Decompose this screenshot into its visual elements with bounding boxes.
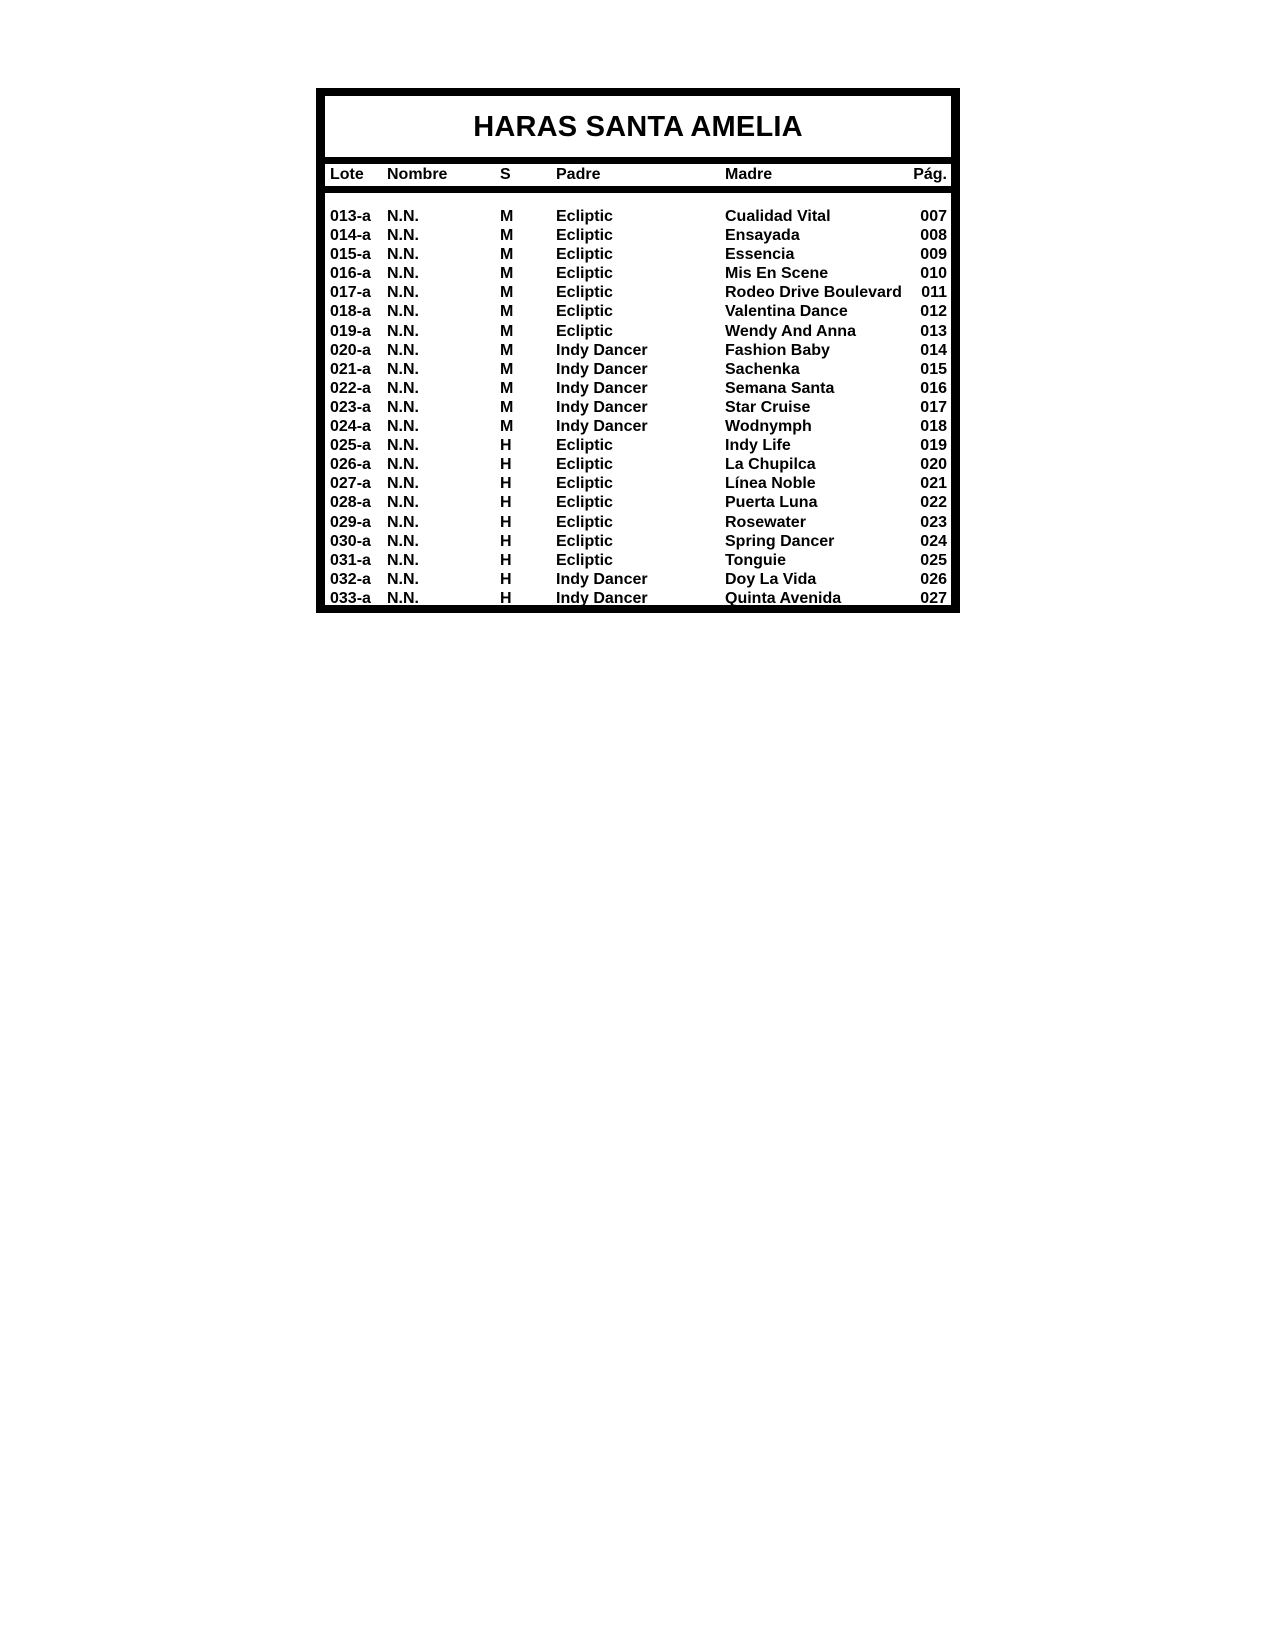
cell-nombre: N.N. bbox=[387, 494, 419, 512]
cell-madre: Semana Santa bbox=[725, 379, 835, 397]
cell-madre: Quinta Avenida bbox=[725, 589, 842, 607]
cell-padre: Ecliptic bbox=[556, 513, 613, 531]
cell-lote: 018-a bbox=[330, 303, 371, 321]
cell-pagina: 024 bbox=[920, 532, 947, 550]
cell-padre: Ecliptic bbox=[556, 551, 613, 569]
cell-padre: Indy Dancer bbox=[556, 418, 648, 436]
page-title: HARAS SANTA AMELIA bbox=[473, 111, 803, 143]
cell-padre: Ecliptic bbox=[556, 322, 613, 340]
header-pagina: Pág. bbox=[913, 166, 947, 183]
cell-padre: Ecliptic bbox=[556, 494, 613, 512]
table-row bbox=[325, 302, 951, 321]
cell-lote: 026-a bbox=[330, 456, 371, 474]
cell-sexo: M bbox=[500, 303, 514, 321]
cell-sexo: M bbox=[500, 398, 514, 416]
cell-sexo: H bbox=[500, 551, 512, 569]
cell-madre: Rodeo Drive Boulevard bbox=[725, 284, 902, 302]
cell-padre: Ecliptic bbox=[556, 303, 613, 321]
cell-nombre: N.N. bbox=[387, 532, 419, 550]
cell-pagina: 009 bbox=[920, 246, 947, 264]
cell-madre: Línea Noble bbox=[725, 475, 816, 493]
cell-sexo: M bbox=[500, 265, 514, 283]
cell-padre: Ecliptic bbox=[556, 437, 613, 455]
cell-lote: 020-a bbox=[330, 341, 371, 359]
cell-pagina: 021 bbox=[920, 475, 947, 493]
cell-lote: 021-a bbox=[330, 360, 371, 378]
cell-pagina: 012 bbox=[920, 303, 947, 321]
cell-padre: Indy Dancer bbox=[556, 379, 648, 397]
cell-lote: 033-a bbox=[330, 589, 371, 607]
table-row bbox=[325, 207, 951, 226]
table-row bbox=[325, 551, 951, 570]
header-sexo: S bbox=[500, 166, 511, 183]
title-area bbox=[325, 96, 951, 157]
cell-pagina: 013 bbox=[920, 322, 947, 340]
header-nombre: Nombre bbox=[387, 166, 448, 183]
cell-pagina: 017 bbox=[920, 398, 947, 416]
cell-sexo: M bbox=[500, 284, 514, 302]
cell-nombre: N.N. bbox=[387, 437, 419, 455]
cell-lote: 013-a bbox=[330, 208, 371, 225]
cell-madre: Puerta Luna bbox=[725, 494, 818, 512]
cell-nombre: N.N. bbox=[387, 360, 419, 378]
cell-pagina: 023 bbox=[920, 513, 947, 531]
cell-lote: 028-a bbox=[330, 494, 371, 512]
cell-nombre: N.N. bbox=[387, 341, 419, 359]
cell-nombre: N.N. bbox=[387, 227, 419, 245]
table-row bbox=[325, 341, 951, 360]
cell-sexo: M bbox=[500, 208, 514, 225]
cell-madre: Spring Dancer bbox=[725, 532, 835, 550]
cell-madre: Sachenka bbox=[725, 360, 800, 378]
table-row bbox=[325, 283, 951, 302]
table-row bbox=[325, 398, 951, 417]
title-divider bbox=[325, 157, 951, 164]
cell-padre: Indy Dancer bbox=[556, 341, 648, 359]
header-divider bbox=[325, 186, 951, 193]
table-row bbox=[325, 570, 951, 589]
cell-nombre: N.N. bbox=[387, 322, 419, 340]
table-row bbox=[325, 245, 951, 264]
cell-sexo: H bbox=[500, 532, 512, 550]
catalog-index-box bbox=[316, 88, 960, 613]
table-row bbox=[325, 532, 951, 551]
table-row bbox=[325, 493, 951, 512]
cell-padre: Ecliptic bbox=[556, 284, 613, 302]
cell-sexo: H bbox=[500, 570, 512, 588]
cell-madre: Tonguie bbox=[725, 551, 787, 569]
cell-madre: Star Cruise bbox=[725, 398, 811, 416]
table-row bbox=[325, 322, 951, 341]
cell-lote: 023-a bbox=[330, 398, 371, 416]
cell-lote: 027-a bbox=[330, 475, 371, 493]
cell-sexo: M bbox=[500, 360, 514, 378]
cell-pagina: 016 bbox=[920, 379, 947, 397]
cell-padre: Ecliptic bbox=[556, 208, 613, 225]
cell-sexo: M bbox=[500, 246, 514, 264]
cell-sexo: M bbox=[500, 418, 514, 436]
table-row bbox=[325, 360, 951, 379]
table-body bbox=[325, 193, 951, 608]
cell-padre: Indy Dancer bbox=[556, 570, 648, 588]
cell-pagina: 027 bbox=[920, 589, 947, 607]
cell-nombre: N.N. bbox=[387, 398, 419, 416]
cell-lote: 025-a bbox=[330, 437, 371, 455]
header-madre: Madre bbox=[725, 166, 773, 183]
cell-lote: 029-a bbox=[330, 513, 371, 531]
cell-nombre: N.N. bbox=[387, 589, 419, 607]
cell-nombre: N.N. bbox=[387, 418, 419, 436]
cell-lote: 015-a bbox=[330, 246, 371, 264]
cell-madre: Wendy And Anna bbox=[725, 322, 856, 340]
table-row bbox=[325, 474, 951, 493]
cell-pagina: 026 bbox=[920, 570, 947, 588]
cell-pagina: 019 bbox=[920, 437, 947, 455]
cell-padre: Ecliptic bbox=[556, 246, 613, 264]
cell-sexo: H bbox=[500, 456, 512, 474]
cell-pagina: 008 bbox=[920, 227, 947, 245]
cell-lote: 032-a bbox=[330, 570, 371, 588]
cell-padre: Indy Dancer bbox=[556, 360, 648, 378]
cell-lote: 024-a bbox=[330, 418, 371, 436]
cell-pagina: 014 bbox=[920, 341, 947, 359]
cell-nombre: N.N. bbox=[387, 475, 419, 493]
table-row bbox=[325, 589, 951, 608]
cell-sexo: H bbox=[500, 475, 512, 493]
table-row bbox=[325, 264, 951, 283]
cell-pagina: 015 bbox=[920, 360, 947, 378]
cell-madre: Cualidad Vital bbox=[725, 208, 831, 225]
cell-nombre: N.N. bbox=[387, 265, 419, 283]
cell-padre: Ecliptic bbox=[556, 265, 613, 283]
cell-sexo: M bbox=[500, 227, 514, 245]
cell-madre: Fashion Baby bbox=[725, 341, 830, 359]
cell-lote: 016-a bbox=[330, 265, 371, 283]
cell-nombre: N.N. bbox=[387, 551, 419, 569]
table-row bbox=[325, 455, 951, 474]
cell-nombre: N.N. bbox=[387, 246, 419, 264]
cell-nombre: N.N. bbox=[387, 379, 419, 397]
cell-sexo: M bbox=[500, 379, 514, 397]
table-header bbox=[325, 164, 951, 186]
cell-madre: Ensayada bbox=[725, 227, 800, 245]
cell-padre: Ecliptic bbox=[556, 475, 613, 493]
cell-nombre: N.N. bbox=[387, 570, 419, 588]
cell-padre: Ecliptic bbox=[556, 227, 613, 245]
cell-madre: Valentina Dance bbox=[725, 303, 848, 321]
cell-padre: Ecliptic bbox=[556, 532, 613, 550]
cell-lote: 030-a bbox=[330, 532, 371, 550]
cell-sexo: H bbox=[500, 494, 512, 512]
header-lote: Lote bbox=[330, 166, 364, 183]
cell-madre: Indy Life bbox=[725, 437, 791, 455]
cell-sexo: M bbox=[500, 322, 514, 340]
cell-pagina: 011 bbox=[921, 284, 947, 302]
cell-pagina: 025 bbox=[920, 551, 947, 569]
cell-pagina: 010 bbox=[920, 265, 947, 283]
cell-madre: Doy La Vida bbox=[725, 570, 817, 588]
cell-padre: Indy Dancer bbox=[556, 398, 648, 416]
table-row bbox=[325, 379, 951, 398]
table-row bbox=[325, 417, 951, 436]
cell-lote: 014-a bbox=[330, 227, 371, 245]
cell-lote: 017-a bbox=[330, 284, 371, 302]
cell-pagina: 007 bbox=[920, 208, 947, 225]
header-padre: Padre bbox=[556, 166, 601, 183]
cell-nombre: N.N. bbox=[387, 208, 419, 225]
cell-nombre: N.N. bbox=[387, 284, 419, 302]
cell-madre: Essencia bbox=[725, 246, 795, 264]
cell-nombre: N.N. bbox=[387, 456, 419, 474]
table-row bbox=[325, 513, 951, 532]
cell-pagina: 022 bbox=[920, 494, 947, 512]
cell-nombre: N.N. bbox=[387, 513, 419, 531]
cell-pagina: 020 bbox=[920, 456, 947, 474]
table-row bbox=[325, 436, 951, 455]
cell-nombre: N.N. bbox=[387, 303, 419, 321]
cell-madre: Rosewater bbox=[725, 513, 806, 531]
cell-lote: 022-a bbox=[330, 379, 371, 397]
cell-madre: La Chupilca bbox=[725, 456, 816, 474]
cell-sexo: H bbox=[500, 437, 512, 455]
cell-pagina: 018 bbox=[920, 418, 947, 436]
table-row bbox=[325, 226, 951, 245]
cell-lote: 031-a bbox=[330, 551, 371, 569]
cell-sexo: H bbox=[500, 513, 512, 531]
cell-padre: Indy Dancer bbox=[556, 589, 648, 607]
cell-madre: Wodnymph bbox=[725, 418, 812, 436]
cell-lote: 019-a bbox=[330, 322, 371, 340]
cell-padre: Ecliptic bbox=[556, 456, 613, 474]
cell-madre: Mis En Scene bbox=[725, 265, 829, 283]
cell-sexo: H bbox=[500, 589, 512, 607]
cell-sexo: M bbox=[500, 341, 514, 359]
